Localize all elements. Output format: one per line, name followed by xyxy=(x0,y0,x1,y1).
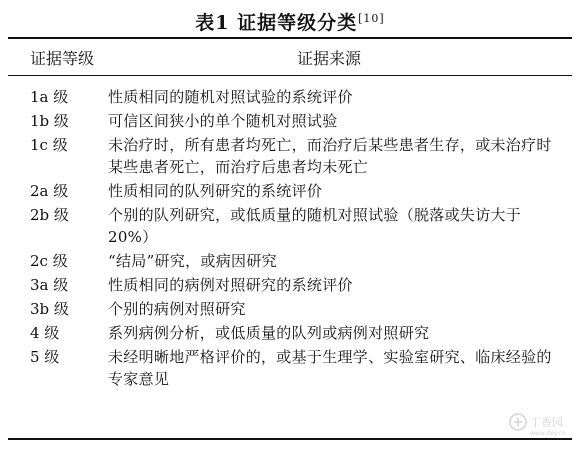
source-cell: 可信区间狭小的单个随机对照试验 xyxy=(108,112,338,130)
table-row xyxy=(0,250,580,272)
source-cell: 性质相同的随机对照试验的系统评价 xyxy=(108,88,353,106)
level-cell: 2b 级 xyxy=(30,206,69,224)
table-row xyxy=(0,346,580,390)
table-row xyxy=(0,274,580,296)
level-cell: 5 级 xyxy=(30,348,60,366)
bottom-rule xyxy=(8,438,572,440)
level-cell: 2a 级 xyxy=(30,182,69,200)
watermark-graphic xyxy=(508,411,568,437)
source-cell: 未治疗时，所有患者均死亡，而治疗后某些患者生存，或未治疗时某些患者死亡，而治疗后患者均未死亡 xyxy=(108,136,552,176)
header-level: 证据等级 xyxy=(30,49,95,68)
top-rule xyxy=(8,37,572,39)
source-cell: 个别的队列研究，或低质量的随机对照试验（脱落或失访大于20%） xyxy=(108,206,522,246)
table-row xyxy=(0,204,580,248)
level-cell: 1b 级 xyxy=(30,112,69,130)
source-cell: 性质相同的病例对照研究的系统评价 xyxy=(108,276,353,294)
table-row xyxy=(0,322,580,344)
table-body xyxy=(0,86,580,390)
table-row xyxy=(0,134,580,178)
site-watermark-logo xyxy=(508,411,568,437)
table-row xyxy=(0,86,580,108)
watermark-subtext: www.dxy.cn xyxy=(530,430,566,437)
source-cell: 性质相同的队列研究的系统评价 xyxy=(108,182,323,200)
level-cell: 2c 级 xyxy=(30,252,68,270)
level-cell: 3b 级 xyxy=(30,300,69,318)
table-title xyxy=(0,8,580,35)
source-cell: “结局”研究，或病因研究 xyxy=(108,252,277,270)
title-reference: [10] xyxy=(358,11,385,25)
table-row xyxy=(0,110,580,132)
table-title-text: 表1 证据等级分类 xyxy=(195,12,358,34)
header-rule xyxy=(8,75,572,76)
table-row xyxy=(0,180,580,202)
level-cell: 1c 级 xyxy=(30,136,68,154)
level-cell: 1a 级 xyxy=(30,88,69,106)
watermark-text: 丁香园 xyxy=(530,416,563,429)
table-row xyxy=(0,298,580,320)
level-cell: 4 级 xyxy=(30,324,60,342)
header-source: 证据来源 xyxy=(297,49,362,68)
level-cell: 3a 级 xyxy=(30,276,69,294)
source-cell: 个别的病例对照研究 xyxy=(108,300,246,318)
source-cell: 系列病例分析，或低质量的队列或病例对照研究 xyxy=(108,324,430,342)
source-cell: 未经明晰地严格评价的，或基于生理学、实验室研究、临床经验的专家意见 xyxy=(108,348,552,388)
